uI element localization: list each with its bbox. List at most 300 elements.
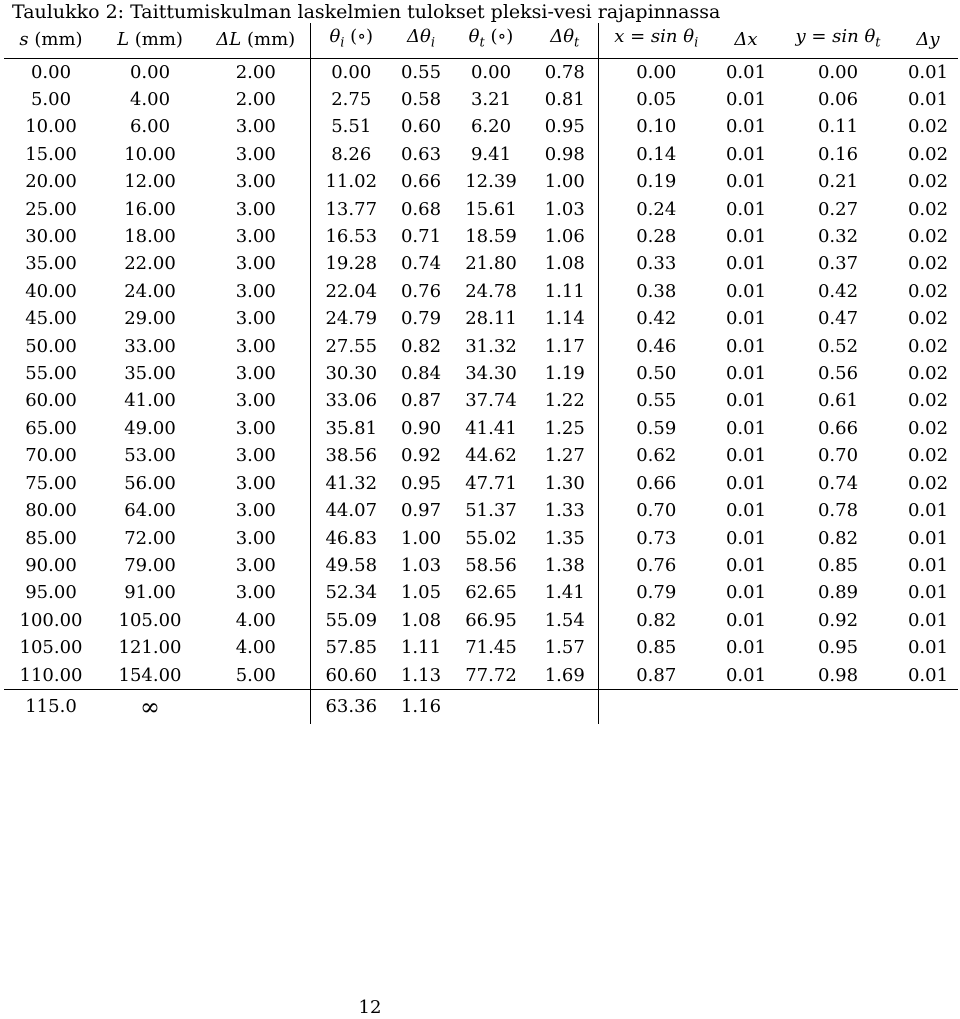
table-cell: 3.00 <box>202 168 310 195</box>
table-cell: 25.00 <box>25 198 77 220</box>
table-cell: 3.00 <box>202 223 310 250</box>
table-cell: 0.66 <box>817 417 859 439</box>
table-cell <box>714 689 778 724</box>
table-cell: 3.00 <box>202 113 310 140</box>
table-cell: 0.02 <box>907 280 949 302</box>
column-symbol: L <box>117 29 130 51</box>
table-cell: 0.58 <box>400 89 442 110</box>
table-row <box>4 387 958 414</box>
table-cell: 0.87 <box>598 662 714 690</box>
table-cell: 62.65 <box>465 582 517 604</box>
table-cell: 1.38 <box>532 552 598 579</box>
table-cell: 0.90 <box>400 417 442 439</box>
table-cell: 3.00 <box>202 470 310 497</box>
table-cell: 2.00 <box>202 58 310 86</box>
table-cell <box>778 689 898 724</box>
table-body <box>4 58 958 724</box>
table-cell: 55.02 <box>465 527 517 549</box>
table-cell: 0.14 <box>636 143 677 165</box>
table-cell: 1.33 <box>532 497 598 524</box>
column-unit: (mm) <box>241 29 296 51</box>
table-cell: 12.39 <box>465 171 517 193</box>
table-cell: 0.95 <box>532 113 598 140</box>
table-cell: 0.98 <box>778 662 898 690</box>
table-cell: 5.00 <box>30 89 72 110</box>
table-row <box>4 552 958 579</box>
table-cell: 10.00 <box>124 143 176 165</box>
table-cell: 16.00 <box>124 198 176 220</box>
table-cell: 0.02 <box>907 226 949 248</box>
table-cell: 75.00 <box>25 472 77 494</box>
table-cell: 28.11 <box>465 308 517 330</box>
table-cell: 77.72 <box>450 662 532 690</box>
table-cell: 4.00 <box>129 89 171 110</box>
column-symbol: θ <box>329 26 341 47</box>
column-subscript: i <box>694 35 699 51</box>
table-cell: 4.00 <box>202 634 310 661</box>
table-cell: 15.61 <box>465 198 517 220</box>
table-cell <box>532 689 598 724</box>
table-row <box>4 305 958 332</box>
table-header-row <box>4 23 958 58</box>
table-cell: 110.00 <box>4 662 98 690</box>
table-cell: 22.04 <box>325 280 378 302</box>
column-symbol: θ <box>468 26 480 47</box>
table-cell: 0.02 <box>907 363 949 385</box>
table-cell: 0.01 <box>898 662 958 690</box>
table-row <box>4 442 958 469</box>
table-cell: 0.01 <box>907 527 949 549</box>
table-cell: 0.76 <box>636 554 677 576</box>
table-cell: 0.01 <box>725 61 767 83</box>
table-cell: 38.56 <box>325 445 378 467</box>
table-cell: 1.17 <box>532 333 598 360</box>
table-cell: 1.00 <box>400 527 442 549</box>
table-cell: 0.01 <box>725 171 767 193</box>
table-cell: 2.00 <box>202 86 310 113</box>
table-row <box>4 607 958 634</box>
table-row <box>4 86 958 113</box>
table-row <box>4 141 958 168</box>
table-cell: 0.01 <box>907 637 949 659</box>
table-cell: 66.95 <box>465 609 517 631</box>
table-cell: 3.00 <box>202 415 310 442</box>
table-cell <box>898 689 958 724</box>
table-cell: 33.00 <box>124 335 176 357</box>
table-cell: 0.82 <box>400 335 442 357</box>
table-cell: 18.00 <box>124 226 176 248</box>
table-cell: 0.02 <box>907 445 949 467</box>
column-header <box>202 23 310 58</box>
table-cell: 0.02 <box>907 116 949 138</box>
table-cell: 1.57 <box>532 634 598 661</box>
table-cell: 0.66 <box>400 171 442 193</box>
table-cell: 0.89 <box>817 582 859 604</box>
table-cell: 70.00 <box>25 445 77 467</box>
column-unit: (∘) <box>484 26 514 47</box>
table-cell: 1.19 <box>532 360 598 387</box>
table-cell: 20.00 <box>25 171 77 193</box>
table-cell: 0.01 <box>725 143 767 165</box>
table-cell: 0.01 <box>907 609 949 631</box>
table-cell: 35.81 <box>325 417 378 439</box>
column-header <box>714 23 778 58</box>
table-cell: 0.52 <box>817 335 859 357</box>
table-cell: 19.28 <box>325 253 378 275</box>
table-cell: 37.74 <box>465 390 517 412</box>
table-cell: 16.53 <box>325 226 378 248</box>
table-cell: 0.74 <box>817 472 859 494</box>
table-cell: 58.56 <box>465 554 517 576</box>
column-unit: (mm) <box>129 29 183 51</box>
table-cell: 44.07 <box>325 500 378 522</box>
table-cell: 100.00 <box>19 609 83 631</box>
table-cell: 3.00 <box>202 333 310 360</box>
table-cell: 21.80 <box>465 253 517 275</box>
table-cell: 121.00 <box>118 637 182 659</box>
column-subscript: t <box>479 35 485 51</box>
table-cell: 0.01 <box>725 89 767 110</box>
table-cell <box>450 689 532 724</box>
column-header <box>532 23 598 58</box>
table-cell: 3.00 <box>202 360 310 387</box>
table-cell: 0.00 <box>470 61 512 83</box>
table-cell: 0.28 <box>636 226 677 248</box>
table-cell: 0.01 <box>725 582 767 604</box>
table-cell: 0.01 <box>907 554 949 576</box>
table-cell: 60.00 <box>25 390 77 412</box>
table-cell: 35.00 <box>124 363 176 385</box>
table-row <box>4 360 958 387</box>
table-cell: 0.01 <box>725 472 767 494</box>
table-cell: 0.68 <box>400 198 442 220</box>
table-cell: 0.46 <box>636 335 677 357</box>
table-row <box>4 579 958 606</box>
table-cell: 6.20 <box>470 116 512 138</box>
table-cell: 0.70 <box>636 500 677 522</box>
table-cell <box>202 689 310 724</box>
table-cell: 0.02 <box>907 308 949 330</box>
table-row <box>4 525 958 552</box>
table-cell: 1.03 <box>532 196 598 223</box>
table-cell: 4.00 <box>202 607 310 634</box>
column-subscript: i <box>340 35 345 51</box>
table-cell: 13.77 <box>325 198 378 220</box>
column-symbol: x = sin θ <box>614 26 695 47</box>
table-cell: 0.78 <box>532 58 598 86</box>
table-cell: 1.11 <box>532 278 598 305</box>
table-cell: 1.00 <box>532 168 598 195</box>
table-cell: 3.00 <box>202 579 310 606</box>
table-cell: 115.0 <box>25 695 77 717</box>
column-symbol: Δx <box>734 29 758 51</box>
table-cell: 3.00 <box>202 442 310 469</box>
table-cell: 105.00 <box>19 637 83 659</box>
table-cell: 5.00 <box>202 662 310 690</box>
table-cell: 0.06 <box>817 89 859 110</box>
table-cell: 24.00 <box>124 280 176 302</box>
table-cell: 71.45 <box>465 637 517 659</box>
column-symbol: Δθ <box>406 26 431 47</box>
table-cell: 0.02 <box>907 335 949 357</box>
page-number: 12 <box>358 997 382 1018</box>
table-cell: 8.26 <box>331 143 372 165</box>
table-cell: 72.00 <box>124 527 176 549</box>
table-cell: 50.00 <box>25 335 77 357</box>
column-header <box>98 23 202 58</box>
table-cell: 0.01 <box>725 417 767 439</box>
table-cell: 0.38 <box>636 280 677 302</box>
table-cell: 55.09 <box>325 609 378 631</box>
table-cell: 41.41 <box>465 417 517 439</box>
column-header <box>598 23 714 58</box>
table-cell: 0.01 <box>725 335 767 357</box>
column-symbol: Δy <box>916 29 940 51</box>
table-cell: 47.71 <box>465 472 517 494</box>
table-cell: 91.00 <box>124 582 176 604</box>
table-row <box>4 662 958 690</box>
table-cell: 0.01 <box>907 61 949 83</box>
table-cell: 0.95 <box>817 637 859 659</box>
table-cell: 0.79 <box>636 582 677 604</box>
table-cell: 0.92 <box>400 445 442 467</box>
table-cell: 0.00 <box>30 61 72 83</box>
table-cell: 3.00 <box>202 525 310 552</box>
table-cell: 0.62 <box>636 445 677 467</box>
table-cell: 0.01 <box>725 554 767 576</box>
table-cell: 0.95 <box>400 472 442 494</box>
table-cell: 0.33 <box>636 253 677 275</box>
table-cell: 0.71 <box>400 226 442 248</box>
table-cell: 46.83 <box>325 527 378 549</box>
table-cell: 0.01 <box>907 582 949 604</box>
table-cell: 0.01 <box>725 253 767 275</box>
table-cell: 0.01 <box>725 527 767 549</box>
table-cell: 1.35 <box>532 525 598 552</box>
table-cell: 0.00 <box>129 61 171 83</box>
table-cell: 3.21 <box>470 89 512 110</box>
table-cell: 1.14 <box>532 305 598 332</box>
table-cell: 0.60 <box>400 116 442 138</box>
table-cell: 0.00 <box>331 61 372 83</box>
table-cell: 0.01 <box>907 500 949 522</box>
table-cell: ∞ <box>140 692 160 721</box>
table-cell <box>598 689 714 724</box>
table-cell: 0.01 <box>725 280 767 302</box>
table-cell: 0.47 <box>817 308 859 330</box>
table-cell: 45.00 <box>25 308 77 330</box>
table-cell: 0.82 <box>817 527 859 549</box>
table-cell: 53.00 <box>124 445 176 467</box>
column-subscript: t <box>875 35 881 51</box>
table-cell: 0.24 <box>636 198 677 220</box>
column-header <box>310 23 392 58</box>
table-cell: 0.01 <box>725 198 767 220</box>
table-cell: 31.32 <box>465 335 517 357</box>
column-symbol: ΔL <box>216 29 242 51</box>
table-cell: 60.60 <box>310 662 392 690</box>
table-cell: 64.00 <box>124 500 176 522</box>
table-cell: 0.01 <box>725 363 767 385</box>
table-cell: 0.73 <box>636 527 677 549</box>
table-cell: 0.92 <box>817 609 859 631</box>
table-cell: 0.02 <box>907 198 949 220</box>
table-cell: 0.42 <box>636 308 677 330</box>
table-cell: 0.87 <box>400 390 442 412</box>
table-cell: 1.08 <box>400 609 442 631</box>
table-row <box>4 223 958 250</box>
table-cell: 0.85 <box>636 637 677 659</box>
table-cell: 0.01 <box>725 308 767 330</box>
column-header <box>392 23 450 58</box>
table-cell: 1.13 <box>392 662 450 690</box>
table-cell: 3.00 <box>202 497 310 524</box>
table-cell: 29.00 <box>124 308 176 330</box>
table-cell: 0.16 <box>817 143 859 165</box>
table-cell: 33.06 <box>325 390 378 412</box>
table-cell: 0.02 <box>907 472 949 494</box>
table-cell: 0.02 <box>907 143 949 165</box>
table-cell: 40.00 <box>25 280 77 302</box>
table-cell: 35.00 <box>25 253 77 275</box>
table-cell: 0.05 <box>636 89 677 110</box>
table-row <box>4 415 958 442</box>
table-cell: 0.82 <box>636 609 677 631</box>
table-cell: 0.02 <box>907 417 949 439</box>
table-cell: 0.63 <box>400 143 442 165</box>
column-symbol: s <box>19 29 29 51</box>
table-cell: 0.70 <box>817 445 859 467</box>
table-cell: 0.01 <box>725 445 767 467</box>
table-row <box>4 634 958 661</box>
table-cell: 1.03 <box>400 554 442 576</box>
table-cell: 0.00 <box>817 61 859 83</box>
table-cell: 0.85 <box>817 554 859 576</box>
table-cell: 0.66 <box>636 472 677 494</box>
table-cell: 0.59 <box>636 417 677 439</box>
table-cell: 27.55 <box>325 335 378 357</box>
table-cell: 0.81 <box>532 86 598 113</box>
table-cell: 30.30 <box>325 363 378 385</box>
table-cell: 0.01 <box>725 116 767 138</box>
table-cell: 22.00 <box>124 253 176 275</box>
table-cell: 0.27 <box>817 198 859 220</box>
table-cell: 52.34 <box>325 582 378 604</box>
table-cell: 0.01 <box>725 609 767 631</box>
table-row <box>4 168 958 195</box>
table-cell: 3.00 <box>202 387 310 414</box>
table-cell: 1.30 <box>532 470 598 497</box>
results-table <box>4 23 958 724</box>
table-cell: 0.61 <box>817 390 859 412</box>
table-cell: 0.01 <box>907 89 949 110</box>
table-cell: 30.00 <box>25 226 77 248</box>
table-cell: 1.22 <box>532 387 598 414</box>
table-cell: 1.05 <box>400 582 442 604</box>
table-cell: 5.51 <box>331 116 372 138</box>
table-cell: 0.01 <box>725 500 767 522</box>
table-cell: 6.00 <box>129 116 171 138</box>
table-cell: 90.00 <box>25 554 77 576</box>
table-cell: 0.98 <box>532 141 598 168</box>
table-cell: 11.02 <box>325 171 378 193</box>
table-cell: 80.00 <box>25 500 77 522</box>
table-cell: 0.01 <box>725 226 767 248</box>
table-cell: 15.00 <box>25 143 77 165</box>
table-cell: 0.01 <box>725 390 767 412</box>
table-cell: 154.00 <box>98 662 202 690</box>
column-symbol: Δθ <box>550 26 575 47</box>
table-row <box>4 333 958 360</box>
table-cell: 0.02 <box>907 171 949 193</box>
table-cell: 51.37 <box>465 500 517 522</box>
table-cell: 1.54 <box>532 607 598 634</box>
table-cell: 12.00 <box>124 171 176 193</box>
table-row <box>4 250 958 277</box>
table-row <box>4 196 958 223</box>
table-cell: 55.00 <box>25 363 77 385</box>
table-row <box>4 58 958 86</box>
table-cell: 85.00 <box>25 527 77 549</box>
table-cell: 0.55 <box>400 61 442 83</box>
table-cell: 0.74 <box>400 253 442 275</box>
column-unit: (mm) <box>28 29 83 51</box>
table-row <box>4 113 958 140</box>
column-header <box>450 23 532 58</box>
column-header <box>4 23 98 58</box>
table-cell: 9.41 <box>470 143 512 165</box>
table-cell: 1.41 <box>532 579 598 606</box>
table-cell: 0.76 <box>400 280 442 302</box>
table-cell: 0.01 <box>714 662 778 690</box>
table-cell: 0.01 <box>725 637 767 659</box>
table-cell: 24.78 <box>465 280 517 302</box>
table-cell: 3.00 <box>202 196 310 223</box>
table-cell: 10.00 <box>25 116 77 138</box>
table-cell: 0.56 <box>817 363 859 385</box>
table-cell: 1.25 <box>532 415 598 442</box>
table-cell: 0.55 <box>636 390 677 412</box>
table-cell: 0.02 <box>907 390 949 412</box>
table-cell: 0.00 <box>636 61 677 83</box>
table-cell: 18.59 <box>465 226 517 248</box>
column-subscript: t <box>574 35 580 51</box>
table-cell: 65.00 <box>25 417 77 439</box>
table-cell: 0.50 <box>636 363 677 385</box>
table-cell: 56.00 <box>124 472 176 494</box>
table-cell: 63.36 <box>325 695 378 717</box>
table-row <box>4 470 958 497</box>
table-cell: 1.16 <box>400 695 442 717</box>
table-cell: 0.78 <box>817 500 859 522</box>
table-cell: 105.00 <box>118 609 182 631</box>
table-cell: 49.58 <box>325 554 378 576</box>
table-cell: 3.00 <box>202 552 310 579</box>
table-cell: 41.32 <box>325 472 378 494</box>
table-cell: 0.97 <box>400 500 442 522</box>
table-cell: 1.69 <box>532 662 598 690</box>
table-row <box>4 278 958 305</box>
table-cell: 1.11 <box>400 637 442 659</box>
table-cell: 1.08 <box>532 250 598 277</box>
table-cell: 34.30 <box>465 363 517 385</box>
table-cell: 41.00 <box>124 390 176 412</box>
column-header <box>898 23 958 58</box>
column-symbol: y = sin θ <box>795 26 876 47</box>
table-cell: 24.79 <box>325 308 378 330</box>
table-cell: 0.32 <box>817 226 859 248</box>
table-cell: 0.19 <box>636 171 677 193</box>
